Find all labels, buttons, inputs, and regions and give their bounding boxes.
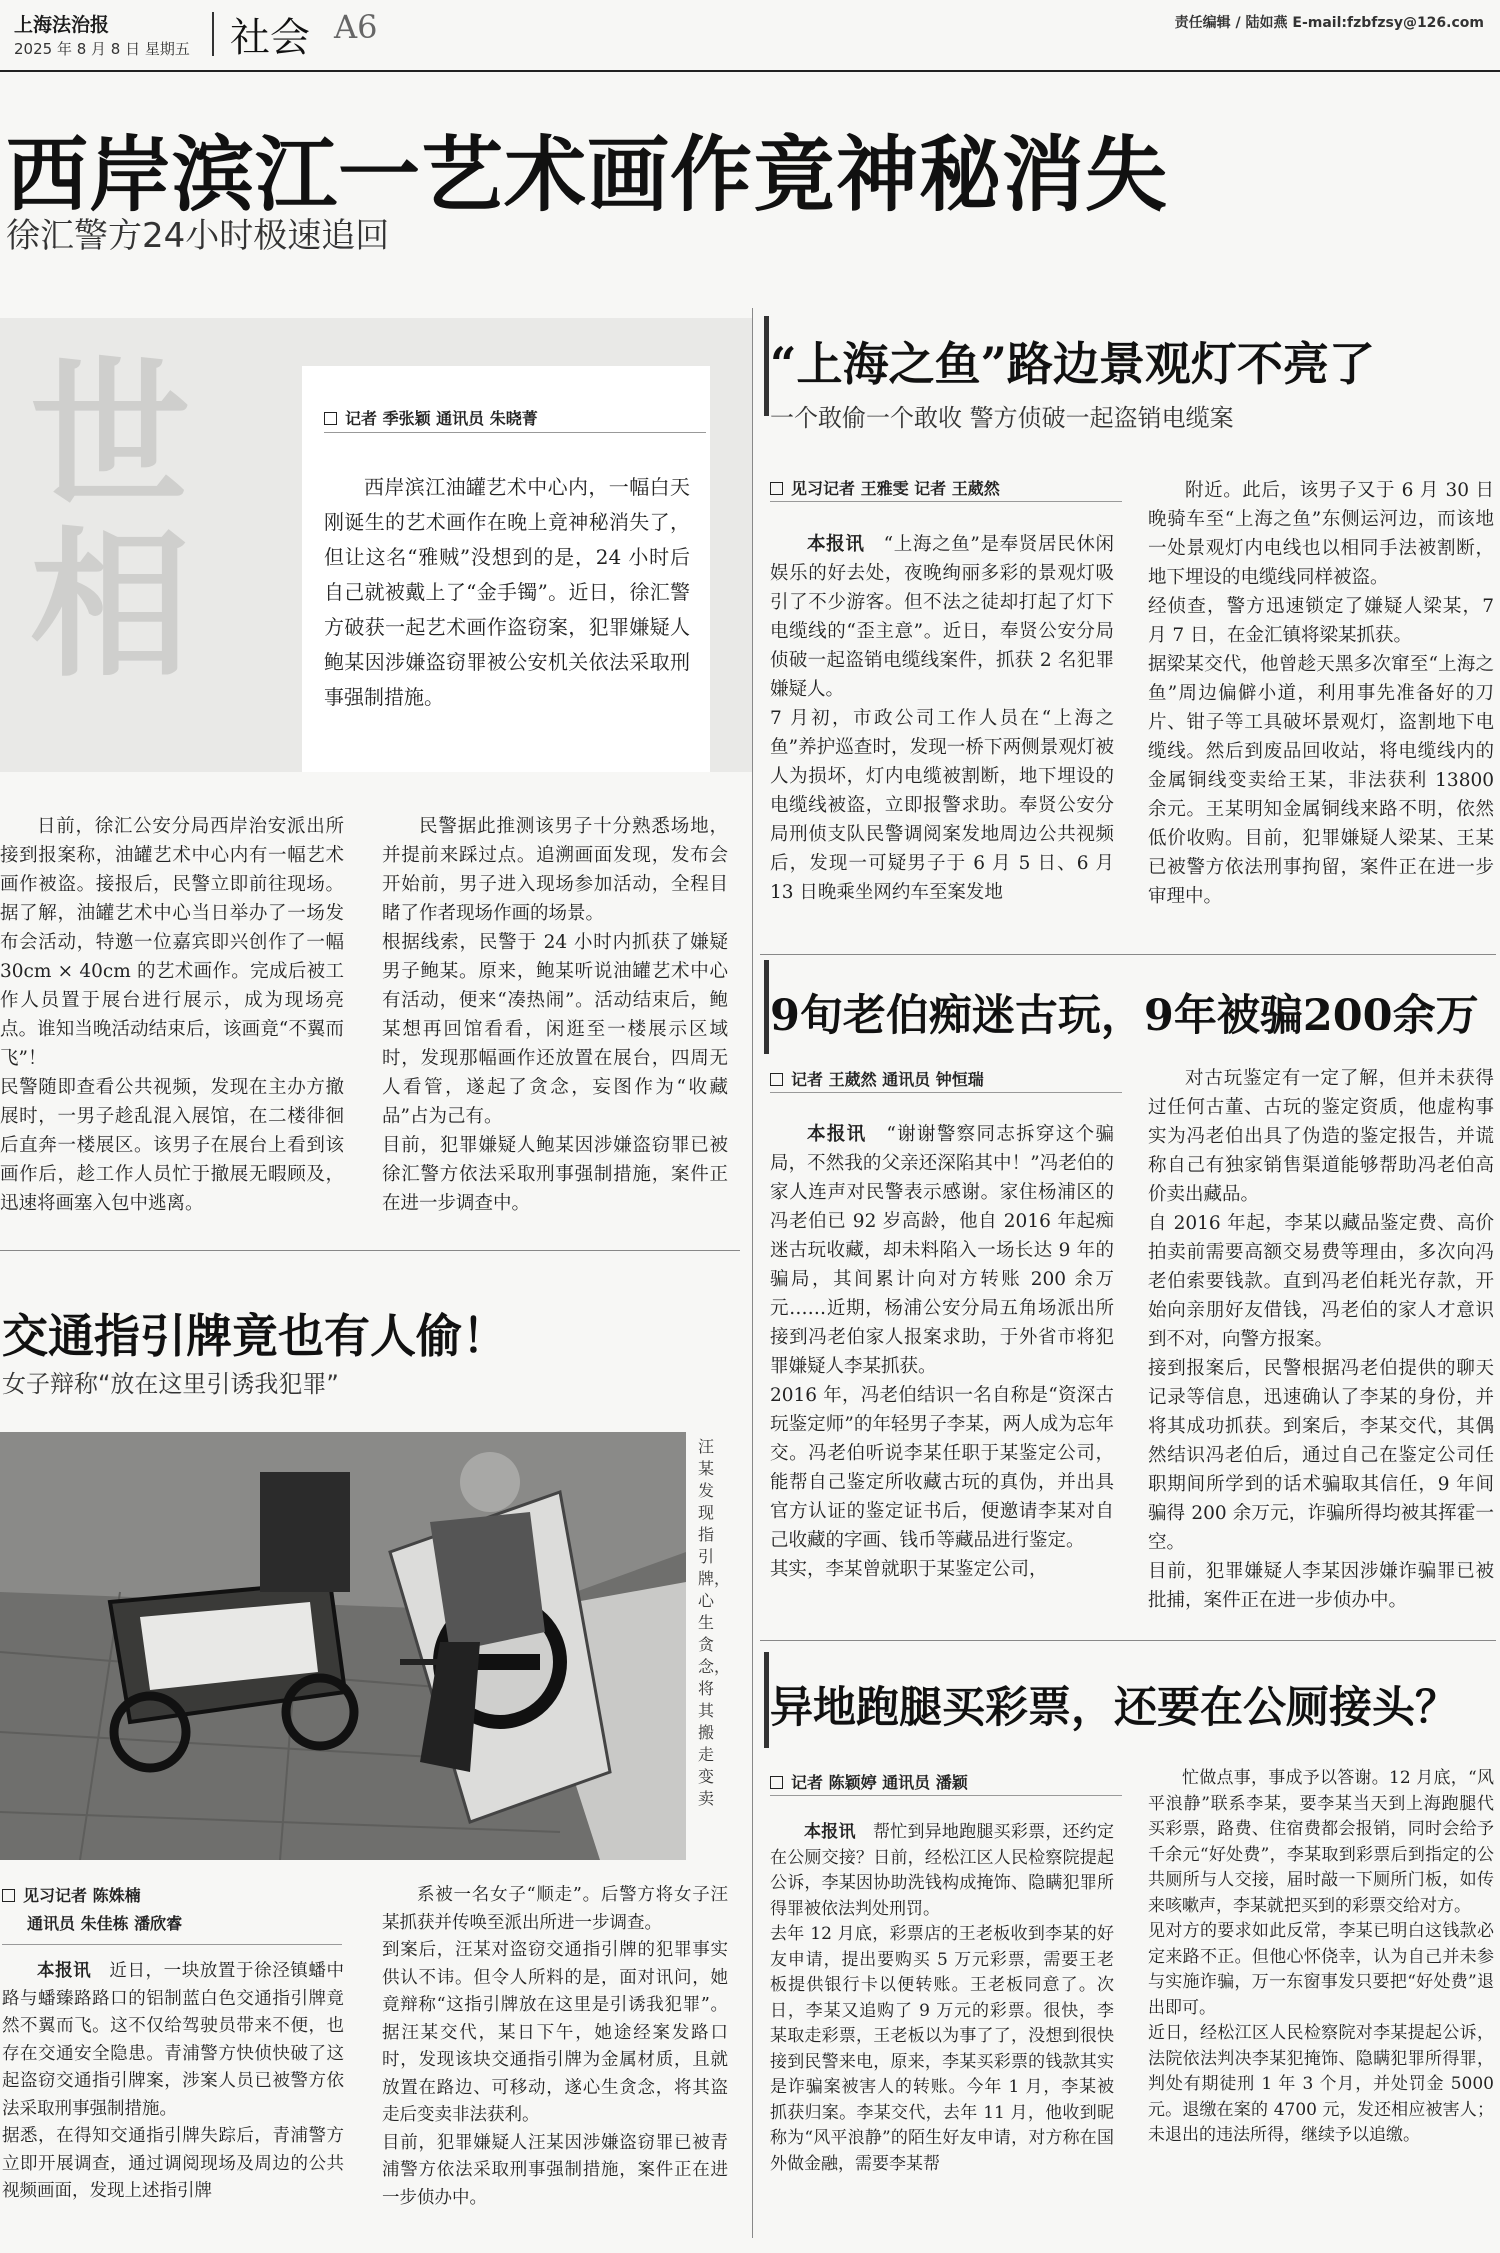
- byline-box-icon: [770, 482, 783, 495]
- story2-headline: “上海之鱼”路边景观灯不亮了: [770, 337, 1375, 391]
- story1-subhead: 徐汇警方24小时极速追回: [6, 216, 390, 256]
- story4-photo: [0, 1432, 686, 1860]
- story4-byline: [2, 1882, 182, 1938]
- story5-byline: 记者 陈颖婷 通讯员 潘颖: [770, 1770, 968, 1793]
- story4-byline-line1: 见习记者 陈姝楠: [2, 1882, 182, 1910]
- byline-box-icon: [324, 412, 337, 425]
- story4-subhead: 女子辩称“放在这里引诱我犯罪”: [2, 1370, 339, 1398]
- story2-subhead: 一个敢偷一个敢收 警方侦破一起盗销电缆案: [770, 404, 1234, 432]
- story1-headline: 西岸滨江一艺术画作竟神秘消失: [6, 127, 1169, 223]
- story2-byline: 见习记者 王雅雯 记者 王葳然: [770, 476, 1000, 499]
- byline-box-icon: [2, 1889, 15, 1902]
- story5-col2: 忙做点事，事成予以答谢。12 月底，“风平浪静”联系李某，要李某当天到上海跑腿代买彩票，路费、住宿费都会报销，同时会给予千余元“好处费”，李某取到彩票后到指定的公共厕所与人交接，届时敲一下厕所门板，如传来咳嗽声，李某就把买到的彩票交给对方。 见对方的要求如此反常，李某已明白这钱款必定来路不正。但他心怀侥幸，认为自己并未参与实施诈骗，万一东窗事发只要把“好处费”退出即可。 近日，经松江区人民检察院对李某提起公诉，法院依法判决李某犯掩饰、隐瞒犯罪所得罪，判处有期徒刑 1 年 3 个月，并处罚金 5000 元。退缴在案的 4700 元，发还相应被害人；未退出的违法所得，继续予以追缴。: [1148, 1768, 1494, 2145]
- issue-date: 2025 年 8 月 8 日 星期五: [14, 40, 190, 58]
- story1-watermark: 世相: [30, 341, 191, 699]
- photo-illustration: [0, 1432, 686, 1860]
- story4-byline-line2: 通讯员 朱佳栋 潘欣睿: [27, 1914, 183, 1933]
- story3-col1: [770, 1120, 1114, 1584]
- story4-headline: 交通指引牌竟也有人偷！: [2, 1309, 508, 1363]
- paper-name: 上海法治报: [14, 14, 110, 36]
- story3-headline: 9旬老伯痴迷古玩，9年被骗200余万: [770, 991, 1479, 1041]
- story4-col1: [2, 1958, 344, 2206]
- story1-col2: 民警据此推测该男子十分熟悉场地，并提前来踩过点。追溯画面发现，发布会开始前，男子进入现场参加活动，全程目睹了作者现场作画的场景。 根据线索，民警于 24 小时内抓获了嫌疑男子鲍某。原来，鲍某听说油罐艺术中心有活动，便来“凑热闹”。活动结束后，鲍某想再回馆看看，闲逛至一楼展示区域时，发现那幅画作还放置在展台，四周无人看管，遂起了贪念，妄图作为“收藏品”占为己有。 目前，犯罪嫌疑人鲍某因涉嫌盗窃罪已被徐汇警方依法采取刑事强制措施，案件正在进一步调查中。: [382, 816, 728, 1214]
- story3-lead: 本报讯: [807, 1124, 867, 1145]
- masthead: [0, 0, 1500, 70]
- byline-box-icon: [770, 1073, 783, 1086]
- story4-col2: 系被一名女子“顺走”。后警方将女子汪某抓获并传唤至派出所进一步调查。 到案后，汪某对盗窃交通指引牌的犯罪事实供认不讳。但令人所料的是，面对讯问，她竟辩称“这指引牌放在这里是引诱我犯罪”。据汪某交代，某日下午，她途经案发路口时，发现该块交通指引牌为金属材质，且就放置在路边、可移动，遂心生贪念，将其盗走后变卖非法获利。 目前，犯罪嫌疑人汪某因涉嫌盗窃罪已被青浦警方依法采取刑事强制措施，案件正在进一步侦办中。: [382, 1885, 728, 2208]
- editor-info: 责任编辑 / 陆如燕 E-mail:fzbfzsy@126.com: [1174, 15, 1484, 31]
- story3-col2: 对古玩鉴定有一定了解，但并未获得过任何古董、古玩的鉴定资质，他虚构事实为冯老伯出具了伪造的鉴定报告，并谎称自己有独家销售渠道能够帮助冯老伯高价卖出藏品。 自 2016 年起，李某以藏品鉴定费、高价拍卖前需要高额交易费等理由，多次向冯老伯索要钱款。直到冯老伯耗光存款，开始向亲朋好友借钱，冯老伯的家人才意识到不对，向警方报案。 接到报案后，民警根据冯老伯提供的聊天记录等信息，迅速确认了李某的身份，并将其成功抓获。到案后，李某交代，其偶然结识冯老伯后，通过自己在鉴定公司任职期间所学到的话术骗取其信任，9 年间骗得 200 余万元，诈骗所得均被其挥霍一空。 目前，犯罪嫌疑人李某因涉嫌诈骗罪已被批捕，案件正在进一步侦办中。: [1148, 1068, 1494, 1611]
- story5-col1: [770, 1820, 1114, 2177]
- section-name: 社会: [230, 15, 310, 61]
- story2-col1-text: “上海之鱼”是奉贤居民休闲娱乐的好去处，夜晚绚丽多彩的景观灯吸引了不少游客。但不法之徒却打起了灯下电缆线的“歪主意”。近日，奉贤公安分局侦破一起盗销电缆线案件，抓获 2 名犯罪嫌疑人。 7 月初，市政公司工作人员在“上海之鱼”养护巡查时，发现一桥下两侧景观灯被人为损坏，灯内电缆被割断，地下埋设的电缆线被盗，立即报警求助。奉贤公安分局刑侦支队民警调阅案发地周边公共视频后，发现一可疑男子于 6 月 5 日、6 月 13 日晚乘坐网约车至案发地: [770, 534, 1114, 903]
- story1-intro: 西岸滨江油罐艺术中心内，一幅白天刚诞生的艺术画作在晚上竟神秘消失了，但让这名“雅贼”没想到的是，24 小时后自己就被戴上了“金手镯”。近日，徐汇警方破获一起艺术画作盗窃案，犯罪嫌疑人鲍某因涉嫌盗窃罪被公安机关依法采取刑事强制措施。: [324, 475, 690, 709]
- byline-box-icon: [770, 1776, 783, 1789]
- story5-lead: 本报讯: [804, 1822, 856, 1842]
- story3-byline: 记者 王葳然 通讯员 钟恒瑞: [770, 1067, 984, 1090]
- story2-col2: 附近。此后，该男子又于 6 月 30 日晚骑车至“上海之鱼”东侧运河边，而该地一处景观灯内电线也以相同手法被割断，地下埋设的电缆线同样被盗。 经侦查，警方迅速锁定了嫌疑人梁某，7 月 7 日，在金汇镇将梁某抓获。 据梁某交代，他曾趁天黑多次窜至“上海之鱼”周边偏僻小道，利用事先准备好的刀片、钳子等工具破坏景观灯，盗割地下电缆线。然后到废品回收站，将电缆线内的金属铜线变卖给王某，非法获利 13800 余元。王某明知金属铜线来路不明，依然低价收购。目前，犯罪嫌疑人梁某、王某已被警方依法刑事拘留，案件正在进一步审理中。: [1148, 480, 1494, 907]
- story5-headline: 异地跑腿买彩票，还要在公厕接头？: [770, 1683, 1458, 1733]
- story1-col1: 日前，徐汇公安分局西岸治安派出所接到报案称，油罐艺术中心内有一幅艺术画作被盗。接报后，民警立即前往现场。据了解，油罐艺术中心当日举办了一场发布会活动，特邀一位嘉宾即兴创作了一幅 30cm × 40cm 的艺术画作。完成后被工作人员置于展台进行展示，成为现场亮点。谁知当晚活动结束后，该画竟“不翼而飞”！ 民警随即查看公共视频，发现在主办方撤展时，一男子趁乱混入展馆，在二楼徘徊后直奔一楼展区。该男子在展台上看到该画作后，趁工作人员忙于撤展无暇顾及，迅速将画塞入包中逃离。: [0, 816, 344, 1214]
- story4-lead: 本报讯: [37, 1961, 92, 1981]
- story2-lead: 本报讯: [807, 534, 865, 555]
- page-number: A6: [334, 8, 378, 46]
- story4-col1-text: 近日，一块放置于徐泾镇蟠中路与蟠臻路路口的铝制蓝白色交通指引牌竟然不翼而飞。这不仅给驾驶员带来不便，也存在交通安全隐患。青浦警方快侦快破了这起盗窃交通指引牌案，涉案人员已被警方依法采取刑事强制措施。 据悉，在得知交通指引牌失踪后，青浦警方立即开展调查，通过调阅现场及周边的公共视频画面，发现上述指引牌: [2, 1961, 344, 2201]
- story1-byline: 记者 季张颖 通讯员 朱晓菁: [324, 406, 538, 429]
- story4-photo-caption: 汪某发现指引牌，心生贪念，将其搬走变卖: [698, 1437, 731, 1808]
- story5-col1-text: 帮忙到异地跑腿买彩票，还约定在公厕交接？日前，经松江区人民检察院提起公诉，李某因协助洗钱构成掩饰、隐瞒犯罪所得罪被依法判处刑罚。 去年 12 月底，彩票店的王老板收到李某的好友申请，提出要购买 5 万元彩票，需要王老板提供银行卡以便转账。王老板同意了。次日，李某又追购了 9 万元的彩票。很快，李某取走彩票，王老板以为事了了，没想到很快接到民警来电，原来，李某买彩票的钱款其实是诈骗案被害人的转账。今年 1 月，李某被抓获归案。李某交代，去年 11 月，他收到昵称为“风平浪静”的陌生好友申请，对方称在国外做金融，需要李某帮: [770, 1822, 1115, 2174]
- story3-col1-text: “谢谢警察同志拆穿这个骗局，不然我的父亲还深陷其中！”冯老伯的家人连声对民警表示感谢。家住杨浦区的冯老伯已 92 岁高龄，他自 2016 年起痴迷古玩收藏，却未料陷入一场长达 9 年的骗局，其间累计向对方转账 200 余万元……近期，杨浦公安分局五角场派出所接到冯老伯家人报案求助，于外省市将犯罪嫌疑人李某抓获。 2016 年，冯老伯结识一名自称是“资深古玩鉴定师”的年轻男子李某，两人成为忘年交。冯老伯听说李某任职于某鉴定公司，能帮自己鉴定所收藏古玩的真伪，并出具官方认证的鉴定证书后，便邀请李某对自己收藏的字画、钱币等藏品进行鉴定。 其实，李某曾就职于某鉴定公司，: [770, 1124, 1114, 1580]
- story2-col1: [770, 530, 1114, 907]
